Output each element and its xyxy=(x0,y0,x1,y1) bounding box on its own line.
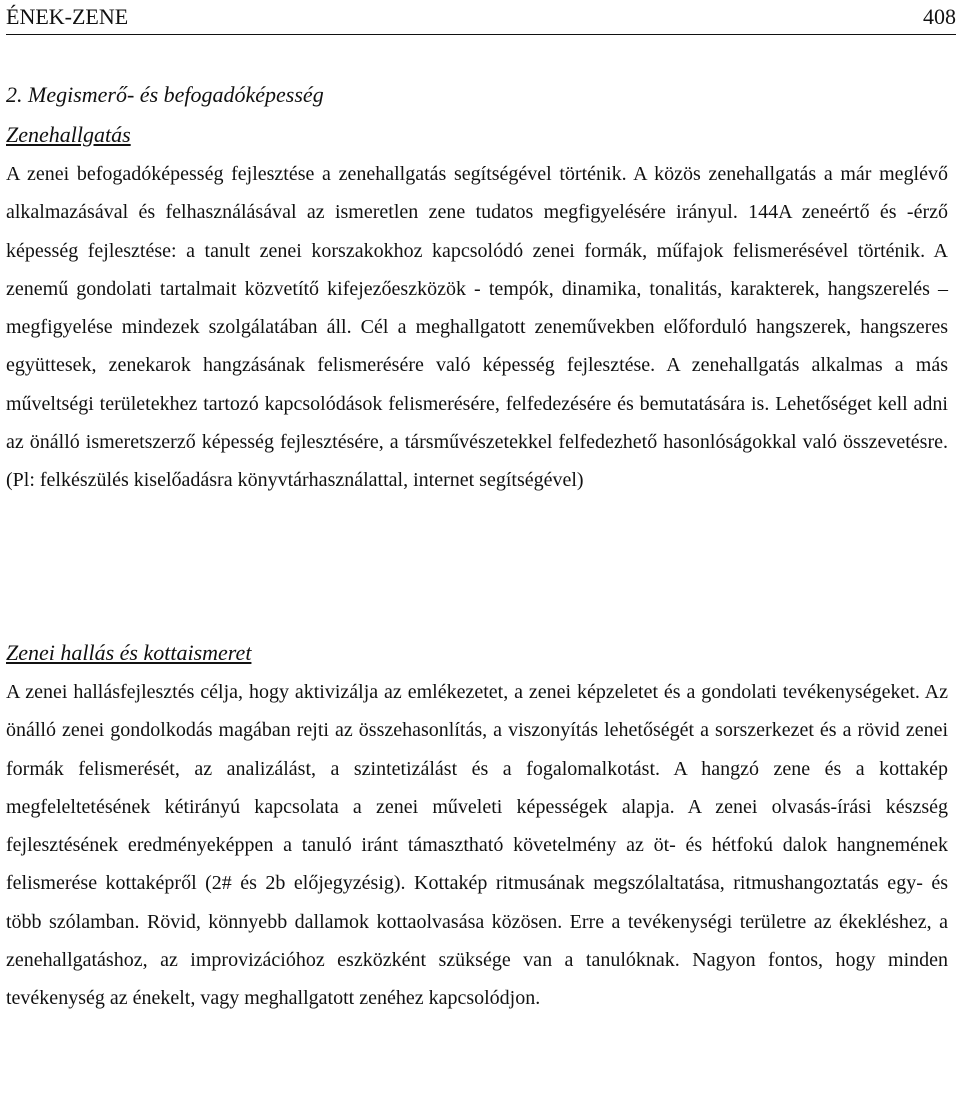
header-title: ÉNEK-ZENE xyxy=(6,4,129,29)
page-header xyxy=(6,2,956,35)
subsection-title-zenei-hallas: Zenei hallás és kottaismeret xyxy=(6,640,252,665)
paragraph-zenehallgatas: A zenei befogadóképesség fejlesztése a zenehallgatás segítségével történik. A közös zenehallgatás a már meglévő alkalmazásával és felhasználásával az ismeretlen zene tudatos megfigyelésére irányul. 144A zeneértő és -érző képesség fejlesztése: a tanult zenei korszakokhoz kapcsolódó zenei formák, műfajok felismerésével történik. A zenemű gondolati tartalmait közvetítő kifejezőeszközök - tempók, dinamika, tonalitás, karakterek, hangszerelés – megfigyelése mindezek szolgálatában áll. Cél a meghallgatott zeneművekben előforduló hangszerek, hangszeres együttesek, zenekarok hangzásának felismerésére való képesség fejlesztése. A zenehallgatás alkalmas a más műveltségi területekhez tartozó kapcsolódások felismerésére, felfedezésére és bemutatására is. Lehetőséget kell adni az önálló ismeretszerző képesség fejlesztésére, a társművészetekkel felfedezhető hasonlóságokkal való összevetésre. (Pl: felkészülés kiselőadásra könyvtárhasználattal, internet segítségével) xyxy=(6,163,948,492)
section-heading: 2. Megismerő- és befogadóképesség xyxy=(6,82,324,107)
subsection-title-zenehallgatas: Zenehallgatás xyxy=(6,122,131,147)
page-number: 408 xyxy=(923,4,956,29)
paragraph-zenei-hallas: A zenei hallásfejlesztés célja, hogy aktivizálja az emlékezetet, a zenei képzeletet és a gondolati tevékenységeket. Az önálló zenei gondolkodás magában rejti az összehasonlítás, a viszonyítás lehetőségét a sorszerkezet és a rövid zenei formák felismerését, az analizálást, a szintetizálást és a fogalomalkotást. A hangzó zene és a kottakép megfeleltetésének kétirányú kapcsolata a zenei műveleti képességek alapja. A zenei olvasás-írási készség fejlesztésének eredményeképpen a tanuló iránt támasztható követelmény az öt- és hétfokú dalok hangnemének felismerése kottaképről (2# és 2b előjegyzésig). Kottakép ritmusának megszólaltatása, ritmushangoztatás egy- és több szólamban. Rövid, könnyebb dallamok kottaolvasása közösen. Erre a tevékenységi területre az ékekléshez, a zenehallgatáshoz, az improvizációhoz eszközként szüksége van a tanulóknak. Nagyon fontos, hogy minden tevékenység az énekelt, vagy meghallgatott zenéhez kapcsolódjon. xyxy=(6,681,948,1010)
